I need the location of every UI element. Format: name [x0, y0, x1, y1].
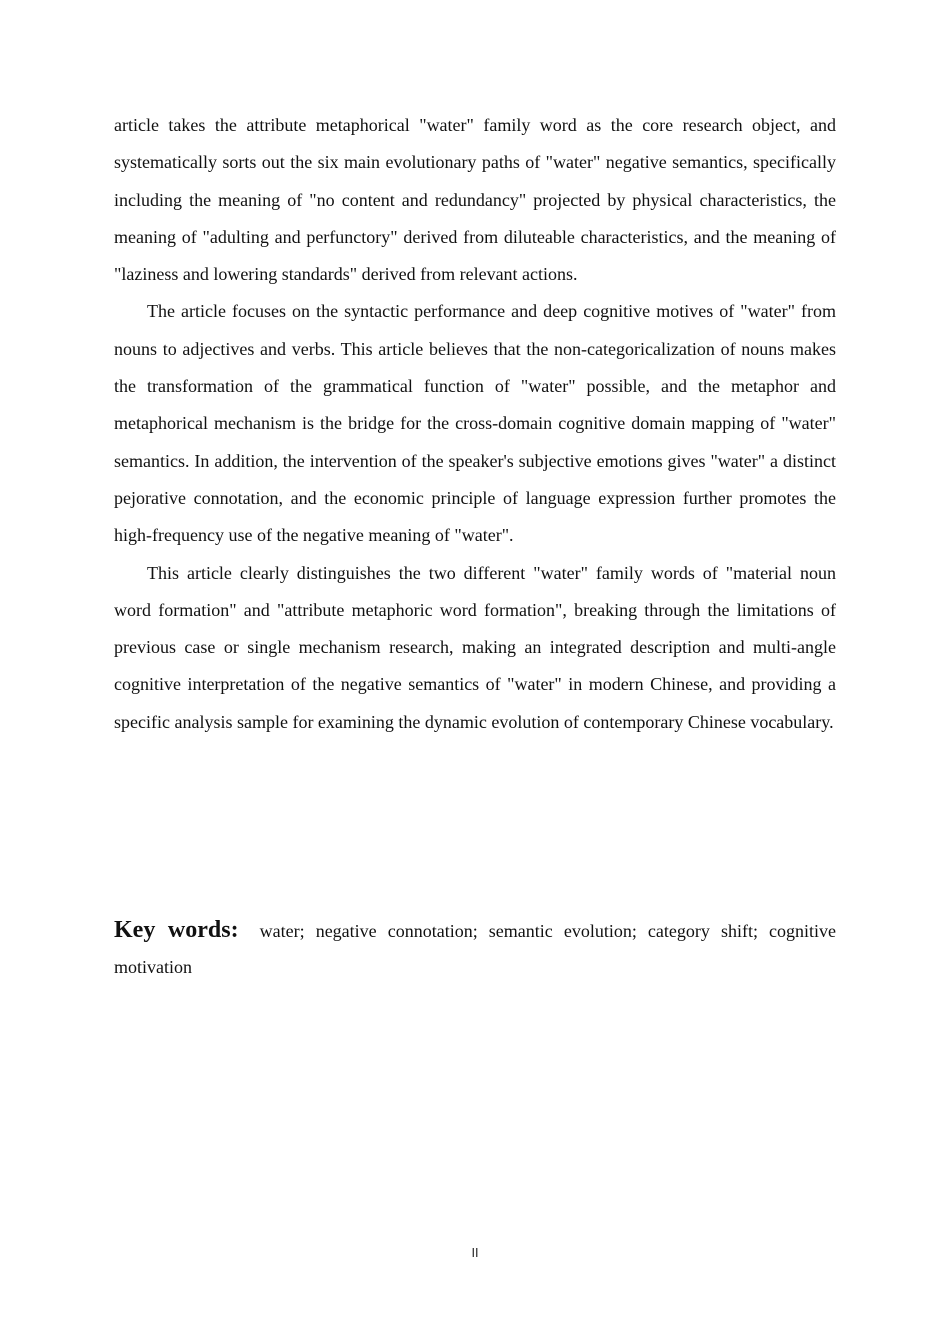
abstract-paragraph-syntax: The article focuses on the syntactic performance and deep cognitive motives of "water" from nouns to adjectives and verbs. This article believes that the non-categoricalization of nouns makes the transformation of the grammatical function of "water" possible, and the metaphor and metaphorical mechanism is the bridge for the cross-domain cognitive domain mapping of "water" semantics. In addition, the intervention of the speaker's subjective emotions gives "water" a distinct pejorative connotation, and the economic principle of language expression further promotes the high-frequency use of the negative meaning of "water".	[114, 301, 836, 546]
page-number: II	[471, 1246, 479, 1260]
keywords-list: water; negative connotation; semantic evolution; category shift; cognitive motivation	[114, 921, 837, 977]
abstract-paragraph-continued: article takes the attribute metaphorical "water" family word as the core research object, and systematically sorts out the six main evolutionary paths of "water" negative semantics, specifically including the meaning of "no content and redundancy" projected by physical characteristics, the meaning of "adulting and perfunctory" derived from diluteable characteristics, and the meaning of "laziness and lowering standards" derived from relevant actions.	[114, 115, 836, 285]
abstract-paragraph-contribution: This article clearly distinguishes the two different "water" family words of "material noun word formation" and "attribute metaphoric word formation", breaking through the limitations of previous case or single mechanism research, making an integrated description and multi-angle cognitive interpretation of the negative semantics of "water" in modern Chinese, and providing a specific analysis sample for examining the dynamic evolution of contemporary Chinese vocabulary.	[114, 562, 836, 732]
keywords-label: Key words:	[114, 917, 239, 943]
keywords-section	[114, 912, 836, 985]
abstract-body	[114, 107, 836, 741]
